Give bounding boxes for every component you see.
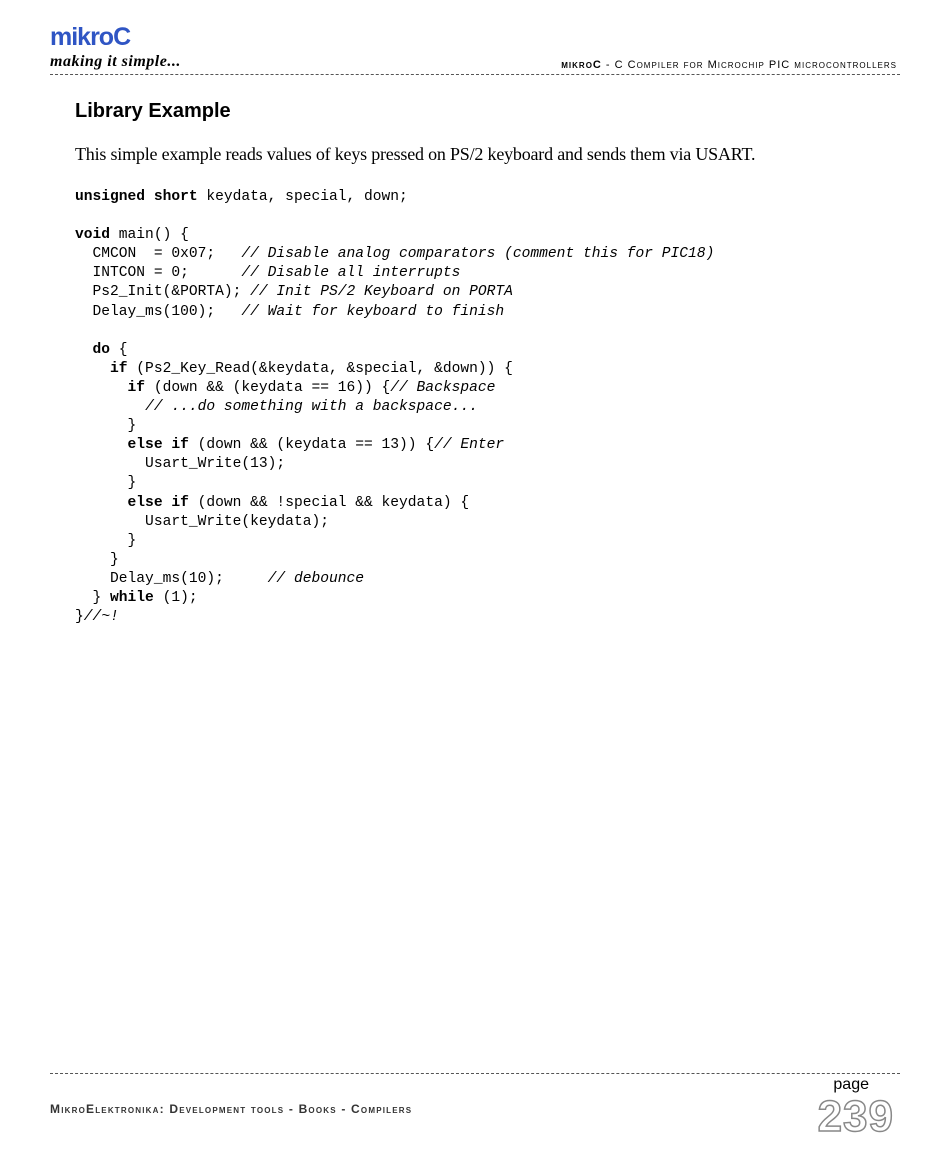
code-keyword: void (75, 227, 111, 244)
code-comment: // debounce (267, 570, 365, 587)
page-label: page (833, 1076, 869, 1093)
code-block (75, 188, 714, 627)
code-text (75, 437, 128, 453)
page-number: 239 (817, 1092, 894, 1141)
code-text (75, 399, 145, 415)
code-comment: // Wait for keyboard to finish (241, 303, 505, 320)
code-line (75, 513, 714, 532)
code-line (75, 436, 714, 455)
code-comment: // Init PS/2 Keyboard on PORTA (250, 284, 513, 301)
header-divider (50, 74, 900, 75)
code-line (75, 417, 714, 436)
code-text: (down && (keydata == 16)) { (145, 379, 391, 396)
code-line (75, 207, 714, 226)
code-line (75, 303, 714, 322)
code-text: keydata, special, down; (197, 189, 408, 205)
code-line (75, 398, 714, 417)
code-text: main() { (110, 227, 189, 244)
code-line (75, 245, 714, 264)
header-title (561, 58, 897, 72)
code-line (75, 608, 714, 627)
code-text: Delay_ms(10); (75, 570, 268, 587)
code-line (75, 188, 714, 207)
code-text: } (75, 532, 137, 549)
code-keyword: else if (127, 494, 189, 511)
code-keyword: else if (127, 437, 189, 454)
code-text: } (75, 551, 119, 568)
code-line (75, 551, 714, 570)
code-text (75, 342, 93, 358)
code-comment: // Disable analog comparators (comment this for PIC18) (241, 246, 715, 263)
code-line (75, 494, 714, 513)
footer-divider (50, 1073, 900, 1074)
code-line (75, 360, 714, 379)
code-comment: // ...do something with a backspace... (145, 399, 478, 416)
code-line (75, 474, 714, 493)
code-text (75, 361, 110, 377)
code-text: Delay_ms(100); (75, 303, 242, 320)
code-text: (Ps2_Key_Read(&keydata, &special, &down)) { (127, 360, 513, 377)
code-text: (1); (153, 589, 198, 606)
code-comment: //~! (83, 609, 119, 626)
tagline: making it simple... (50, 53, 181, 70)
code-line (75, 283, 714, 302)
code-text: } (75, 418, 137, 435)
code-text (75, 380, 128, 396)
code-line (75, 379, 714, 398)
code-keyword: while (110, 589, 154, 606)
section-heading: Library Example (75, 100, 231, 122)
code-line (75, 589, 714, 608)
code-text: INTCON = 0; (75, 265, 242, 282)
code-text: } (75, 609, 84, 626)
logo: mikroC (50, 23, 131, 51)
code-text: Usart_Write(13); (75, 456, 286, 473)
code-line (75, 264, 714, 283)
code-line (75, 341, 714, 360)
code-comment: // Disable all interrupts (241, 265, 461, 282)
code-keyword: do (92, 341, 111, 358)
header-title-rest: - C Compiler for Microchip PIC microcontrollers (601, 59, 897, 71)
code-line (75, 226, 714, 245)
code-text: { (110, 341, 128, 358)
code-text: Ps2_Init(&PORTA); (75, 284, 251, 301)
code-keyword: if (110, 360, 128, 377)
intro-paragraph: This simple example reads values of keys pressed on PS/2 keyboard and sends them via USART. (75, 144, 756, 164)
footer-text: MikroElektronika: Development tools - Books - Compilers (50, 1102, 413, 1116)
code-text: (down && !special && keydata) { (188, 494, 470, 511)
code-comment: // Backspace (390, 379, 496, 396)
code-line (75, 532, 714, 551)
code-comment: // Enter (434, 437, 505, 454)
code-text: } (75, 589, 111, 606)
header-title-brand: mikroC (561, 59, 602, 71)
code-keyword: if (127, 379, 146, 396)
code-text (75, 495, 128, 511)
code-line (75, 455, 714, 474)
code-keyword: unsigned short (75, 189, 198, 205)
code-line (75, 322, 714, 341)
code-text: CMCON = 0x07; (75, 246, 242, 263)
code-line (75, 570, 714, 589)
code-text: (down && (keydata == 13)) { (188, 437, 435, 454)
code-text: } (75, 475, 137, 492)
code-text: Usart_Write(keydata); (75, 513, 329, 530)
